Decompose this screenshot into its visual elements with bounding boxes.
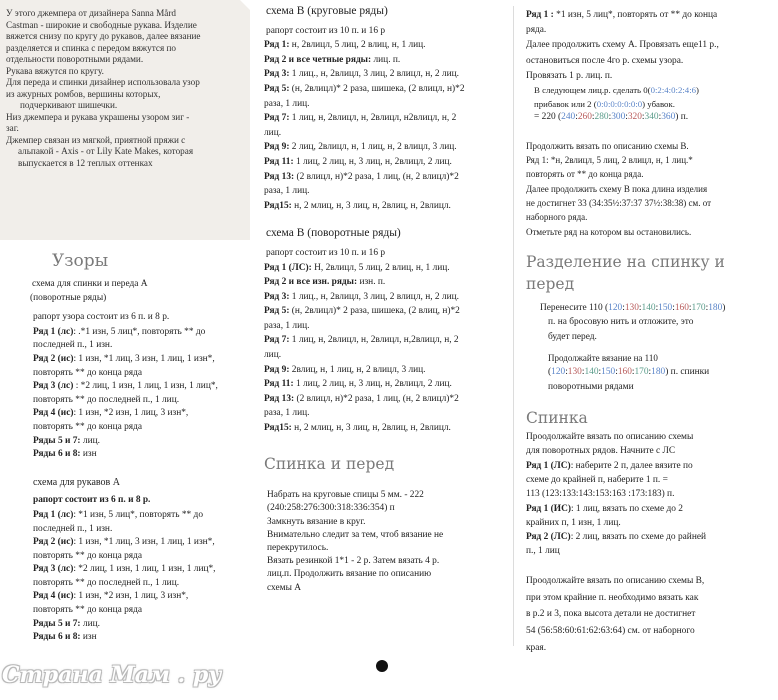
- intro-line: выпускается в 12 теплых оттенках: [18, 157, 153, 168]
- turn-title: схема В (поворотные ряды): [266, 227, 401, 240]
- pattern-row-label: Ряд 13:: [264, 393, 295, 404]
- pattern-row: [33, 523, 260, 537]
- pattern-row: [264, 348, 514, 363]
- size-value: 260: [577, 112, 592, 123]
- pattern-row-text: повторять ** до последней п., 1 лиц.: [33, 394, 180, 405]
- pattern-row-text: лиц.: [80, 435, 100, 446]
- divide-line: будет перед.: [548, 332, 597, 343]
- size-value: 140: [641, 302, 656, 313]
- pattern-row: [33, 326, 260, 340]
- instruction-line-text: : 1 лиц, вязать по схеме до 2: [570, 503, 683, 514]
- intro-line: альпакой - Axis - от Lily Kate Makes, которая: [18, 146, 194, 156]
- pattern-row: [264, 319, 514, 334]
- pattern-row: [264, 333, 514, 348]
- pattern-row: [33, 590, 260, 604]
- instruction-line: [526, 153, 776, 167]
- instruction-line: [526, 210, 776, 224]
- pattern-row: [33, 339, 260, 353]
- heading-patterns: Узоры: [52, 251, 109, 271]
- pattern-row-label: Ряд 2 (ис): [33, 537, 74, 548]
- intro-line: Низ джемпера и рукава украшены узором зиг -: [6, 111, 190, 122]
- pattern-row: [33, 394, 260, 408]
- increase-values: 0:2:4:0:2:4:6: [650, 85, 697, 96]
- size-value: 140: [584, 367, 599, 378]
- scheme-a-title: схема для спинки и переда A: [32, 279, 148, 289]
- instruction-line-label: Ряд 1 :: [526, 10, 554, 20]
- size-value: 160: [617, 367, 632, 378]
- pattern-row: [264, 421, 514, 436]
- size-value: 180: [651, 367, 666, 378]
- pattern-row-label: Ряд 1 (лс): [33, 509, 74, 520]
- pattern-row-text: повторять ** до конца ряда: [33, 421, 143, 432]
- pattern-row-label: Ряды 5 и 7:: [33, 618, 81, 629]
- size-value: 320: [627, 112, 642, 123]
- pattern-row: [264, 53, 514, 68]
- pattern-row-text: 2 лиц, 2влицл, н, 1 лиц, н, 2 влицл, 3 лиц.: [289, 142, 457, 153]
- instruction-line: [526, 530, 776, 544]
- final-text: [526, 573, 776, 657]
- intro-line: подчеркивают шишечки.: [20, 100, 118, 110]
- pattern-row: [33, 509, 260, 523]
- pattern-row-text: : *2 лиц, 1 изн, 1 лиц, 1 изн, 1 лиц*,: [73, 381, 218, 392]
- turn-repeat: рапорт состоит из 10 п. и 16 р: [266, 247, 386, 258]
- pattern-row: [33, 550, 260, 564]
- pattern-row-text: лиц.: [264, 127, 282, 138]
- divide-line: п. на бросовую нить и отложите, это: [548, 317, 694, 328]
- instruction-line: Внимательно следит за тем, чтоб вязание не: [267, 529, 444, 540]
- scheme-a-subtitle: (поворотные ряды): [30, 292, 107, 303]
- pattern-row-text: : .*1 изн, 5 лиц*, повторять ** до: [73, 326, 206, 337]
- intro-line: Для переда и спинки дизайнер использовала узор: [6, 77, 200, 87]
- pattern-row-text: (2 влицл, н)*2 раза, 1 лиц, (н, 2 влицл)*2: [294, 171, 459, 182]
- instruction-line: (240:258:276:300:318:336:354) п: [267, 503, 395, 514]
- intro-line: разделяется и спинка с передом вяжутся по: [6, 42, 176, 53]
- instruction-line: лиц.п. Продолжить вязание по описанию: [267, 569, 432, 580]
- pattern-row: [33, 353, 260, 367]
- pattern-row-text: изн: [80, 632, 97, 643]
- instruction-line-label: Ряд 2 (ЛС): [526, 532, 571, 543]
- instruction-line-text: не достигнет 33 (34:35½:37:37 37½:38:38) см. от: [526, 197, 712, 208]
- instruction-line: [526, 196, 776, 210]
- pattern-row: [264, 97, 514, 112]
- instruction-line-text: : 2 лиц, вязать по схеме до райней: [570, 532, 707, 543]
- pattern-row-text: н, 2влицл, 5 лиц, 2 влиц, н, 1 лиц.: [289, 40, 426, 51]
- column-patterns: [30, 250, 260, 645]
- pattern-row: [33, 421, 260, 435]
- size-value: 300: [611, 112, 626, 123]
- pattern-row-label: Ряд 1 (ЛС):: [264, 262, 312, 273]
- pattern-row: [33, 577, 260, 591]
- pattern-row-text: раза, 1 лиц.: [264, 320, 310, 331]
- instruction-line-label: Ряд 1 (ЛС): [526, 460, 571, 471]
- intro-line: отдельности поворотными рядами.: [6, 54, 144, 64]
- instruction-line-text: схеме до крайней п, наберите 1 п. =: [526, 474, 668, 485]
- size-value: 130: [624, 302, 639, 313]
- back-text: [526, 430, 776, 559]
- pattern-row-text: раза, 1 лиц.: [264, 98, 310, 109]
- pattern-row-label: Ряд 3:: [264, 291, 290, 302]
- size-value: 240: [561, 112, 576, 123]
- instruction-line: Замкнуть вязание в круг.: [267, 516, 366, 527]
- decrease-values: 0:0:0:0:0:0:0: [596, 98, 643, 109]
- total-stitches: = 220 (240:260:280:300:320:340:360) п.: [534, 112, 689, 123]
- column-scheme-b: [264, 5, 514, 595]
- instruction-line-text: крайних п, 1 изн, 1 лиц.: [526, 517, 621, 528]
- instruction-line-text: Проодолжайте вязать по описанию схемы: [526, 432, 694, 443]
- instruction-line-text: *1 изн, 5 лиц*, повторять от ** до конца: [553, 10, 718, 20]
- instruction-line-text: Продолжить вязать по описанию схемы В.: [526, 140, 689, 151]
- pattern-row-label: Ряд 1:: [264, 40, 290, 51]
- instruction-line: [526, 459, 776, 473]
- pattern-row-text: изн: [80, 449, 97, 460]
- pattern-row-text: 1 лиц, н, 2влицл, н, 2влицл, н2влицл, н, 2: [289, 113, 457, 124]
- pattern-row: [264, 199, 514, 214]
- decrease-line: прибавок или 2 (0:0:0:0:0:0:0) убавок.: [534, 98, 675, 109]
- divide-line: поворотными рядами: [548, 381, 634, 392]
- circ-repeat: рапорт состоит из 10 п. и 16 р: [266, 25, 386, 36]
- pattern-row: [264, 67, 514, 82]
- intro-line: Рукава вяжутся по кругу.: [6, 65, 104, 76]
- pattern-row-label: Ряд 7:: [264, 113, 290, 124]
- heading-divide: Разделение на спинку и перед: [526, 252, 725, 293]
- instruction-line: [526, 487, 776, 501]
- divide-paragraph-1: Перенесите 110 (120:130:140:150:160:170:180): [540, 302, 726, 313]
- pattern-row-label: Ряд15:: [264, 200, 292, 211]
- size-value: 150: [658, 302, 673, 313]
- instruction-line-text: : наберите 2 п, далее вязите по: [570, 460, 693, 471]
- site-logo: Страна Мам . ру: [2, 662, 222, 688]
- pattern-row: [264, 170, 514, 185]
- instruction-line: [526, 516, 776, 530]
- pattern-row: [33, 367, 260, 381]
- intro-line: заг.: [6, 123, 19, 133]
- instruction-line: [526, 139, 776, 153]
- intro-line: У этого джемпера от дизайнера Sanna Mård: [6, 8, 177, 18]
- increase-line: В следующем лиц.р. сделать 0(0:2:4:0:2:4:6): [534, 85, 699, 96]
- pattern-row-label: Ряд 3 (лс): [33, 381, 74, 392]
- pattern-row-label: Ряд 7:: [264, 335, 290, 346]
- pattern-row-label: Ряд 3:: [264, 69, 290, 80]
- pattern-row-text: лиц.: [264, 350, 282, 361]
- intro-line: из ажурных ромбов, вершины которых,: [6, 88, 161, 99]
- pattern-row: [33, 435, 260, 449]
- pattern-row-label: Ряд15:: [264, 423, 292, 434]
- pattern-row-text: (2 влицл, н)*2 раза, 1 лиц, (н, 2 влицл)*2: [294, 393, 459, 404]
- size-value: 180: [708, 302, 723, 313]
- pattern-row-text: лиц.: [80, 618, 100, 629]
- instruction-line: схемы А: [267, 582, 301, 593]
- pattern-row-label: Ряд 13:: [264, 171, 295, 182]
- intro-folded-corner: [240, 0, 250, 10]
- pattern-row: [33, 631, 260, 645]
- pattern-row-text: 1 лиц, 2 лиц, н, 3 лиц, н, 2влицл, 2 лиц.: [293, 379, 452, 390]
- pattern-row-label: Ряд 5:: [264, 306, 290, 317]
- instruction-line: края.: [526, 642, 547, 653]
- continue-text: [526, 139, 776, 239]
- instruction-line: при этом крайние п. необходимо вязать как: [526, 592, 699, 603]
- instruction-line-text: Далее продолжить схему А. Провязать еще11 р.,: [526, 40, 719, 51]
- instruction-line-text: наборного ряда.: [526, 212, 588, 223]
- size-value: 150: [601, 367, 616, 378]
- sleeves-title: схема для рукавов A: [33, 476, 120, 488]
- intro-line: вяжется снизу по кругу до рукавов, далее вязание: [6, 31, 201, 41]
- circ-rows: [264, 38, 514, 213]
- pattern-row-label: Ряд 11:: [264, 379, 294, 390]
- divide-text: [540, 301, 776, 395]
- instruction-line: в р.2 и 3, пока высота детали не достигнет: [526, 609, 696, 620]
- pattern-row: [264, 38, 514, 53]
- bullet-dot: [376, 660, 388, 672]
- instruction-line-text: п., 1 лиц: [526, 546, 560, 557]
- instruction-line: 54 (56:58:60:61:62:63:64) см. от наборного: [526, 626, 695, 637]
- pattern-row: [264, 155, 514, 170]
- heading-back-front: Спинка и перед: [264, 454, 395, 473]
- pattern-row-text: повторять ** до конца ряда: [33, 605, 143, 616]
- pattern-row-text: повторять ** до последней п., 1 лиц.: [33, 577, 180, 588]
- pattern-row-text: изн. п.: [357, 277, 386, 288]
- instruction-line-text: Ряд 1: *н, 2влицл, 5 лиц, 2 влицл, н, 1 лиц.*: [526, 155, 693, 166]
- instruction-line: [526, 23, 776, 38]
- instruction-line: [526, 182, 776, 196]
- instruction-line: [526, 69, 776, 84]
- pattern-row-text: : *1 изн, 5 лиц*, повторять ** до: [73, 509, 204, 520]
- scheme-a-rows: [33, 326, 260, 462]
- pattern-row: [264, 126, 514, 141]
- pattern-row-text: 2влиц, н, 1 лиц, н, 2 влицл, 3 лиц.: [289, 364, 426, 375]
- instruction-line: [526, 473, 776, 487]
- pattern-row: [33, 536, 260, 550]
- column-divider: [513, 6, 514, 646]
- pattern-row-text: последней п., 1 изн.: [33, 340, 113, 351]
- pattern-row: [264, 406, 514, 421]
- pattern-row-label: Ряды 5 и 7:: [33, 435, 81, 446]
- pattern-row: [33, 407, 260, 421]
- instruction-line-text: Отметьте ряд на котором вы остановились.: [526, 226, 692, 237]
- divide-paragraph-2: (120:130:140:150:160:170:180) п. спинки: [548, 367, 710, 378]
- pattern-row: [264, 111, 514, 126]
- size-value: 170: [634, 367, 649, 378]
- divide-line: Продолжайте вязание на 110: [548, 352, 658, 363]
- instruction-line: Вязать резинкой 1*1 - 2 р. Затем вязать 4 р.: [267, 556, 440, 567]
- pattern-row: [33, 604, 260, 618]
- pattern-row-text: раза, 1 лиц.: [264, 186, 310, 197]
- pattern-row-text: н, 2 млиц, н, 3 лиц, н, 2влиц, н, 2влицл.: [291, 423, 451, 434]
- instruction-line-text: остановиться после 4го р. схемы узора.: [526, 55, 684, 66]
- pattern-row: [264, 140, 514, 155]
- pattern-row-text: : 1 изн, *2 изн, 1 лиц, 3 изн*,: [73, 591, 189, 602]
- size-value: 170: [691, 302, 706, 313]
- instruction-line: [526, 54, 776, 69]
- pattern-row-label: Ряд 5:: [264, 83, 290, 94]
- instruction-line: [526, 544, 776, 558]
- pattern-row-label: Ряд 3 (лс): [33, 564, 74, 575]
- instruction-line: [526, 167, 776, 181]
- pattern-row-text: (н, 2влицл)* 2 раза, шишека, (2 влицл, н)*2: [289, 83, 465, 94]
- pattern-row: [33, 448, 260, 462]
- intro-panel: [0, 0, 250, 240]
- instruction-line: [526, 444, 776, 458]
- pattern-row-text: Н, 2влицл, 5 лиц, 2 влиц, н, 1 лиц.: [311, 262, 450, 273]
- pattern-row: [264, 363, 514, 378]
- instruction-line: [526, 502, 776, 516]
- pattern-row: [264, 290, 514, 305]
- turn-rows: [264, 261, 514, 436]
- intro-line: Castman - широкие и свободные рукава. Изделие: [6, 19, 197, 30]
- pattern-row-text: раза, 1 лиц.: [264, 408, 310, 419]
- size-value: 160: [674, 302, 689, 313]
- pattern-row: [264, 82, 514, 97]
- sleeves-rows: [33, 509, 260, 645]
- pattern-row-label: Ряды 6 и 8:: [33, 632, 81, 643]
- pattern-row-text: : 1 изн, *2 изн, 1 лиц, 3 изн*,: [73, 408, 189, 419]
- pattern-row-label: Ряд 9:: [264, 364, 290, 375]
- pattern-row-text: 1 лиц, н, 2влицл, н, 2влицл, н,2влицл, н, 2: [289, 335, 459, 346]
- instruction-line: Проодолжайте вязать по описанию схемы В,: [526, 575, 705, 586]
- size-value: 280: [594, 112, 609, 123]
- instruction-line: [526, 225, 776, 239]
- pattern-row-label: Ряды 6 и 8:: [33, 449, 81, 460]
- instruction-line-text: ряда.: [526, 25, 547, 36]
- pattern-row-text: повторять ** до конца ряда: [33, 550, 143, 561]
- pattern-row: [33, 618, 260, 632]
- pattern-row: [33, 380, 260, 394]
- pattern-row-label: Ряд 4 (ис): [33, 591, 74, 602]
- column-assembly: [526, 8, 776, 657]
- pattern-row-text: 1 лиц, 2 лиц, н, 3 лиц, н, 2влицл, 2 лиц.: [293, 156, 452, 167]
- pattern-row-label: Ряд 11:: [264, 156, 294, 167]
- instruction-line: [526, 38, 776, 53]
- instruction-line: Набрать на круговые спицы 5 мм. - 222: [267, 490, 424, 501]
- instruction-line-text: для поворотных рядов. Начните с ЛС: [526, 446, 676, 457]
- pattern-row-label: Ряд 4 (ис): [33, 408, 74, 419]
- size-value: 360: [661, 112, 676, 123]
- pattern-row-label: Ряд 9:: [264, 142, 290, 153]
- instruction-line-text: 113 (123:133:143:153:163 :173:183) п.: [526, 489, 675, 500]
- size-value: 130: [567, 367, 582, 378]
- instruction-line: [526, 430, 776, 444]
- instruction-line: [526, 8, 776, 23]
- pattern-row-text: 1 лиц., н, 2влицл, 3 лиц, 2 влицл, н, 2 лиц.: [289, 291, 459, 302]
- pattern-row-text: повторять ** до конца ряда: [33, 367, 143, 378]
- scheme-a-repeat: рапорт узора состоит из 6 п. и 8 р.: [33, 312, 170, 323]
- pattern-row: [264, 392, 514, 407]
- pattern-row-text: (н, 2влицл)* 2 раза, шишека, (2 влиц, н)*2: [289, 306, 460, 317]
- pattern-row-label: Ряд 2 (ис): [33, 353, 74, 364]
- pattern-row: [264, 377, 514, 392]
- pattern-row-text: : 1 изн, *1 лиц, 3 изн, 1 лиц, 1 изн*,: [73, 353, 215, 364]
- pattern-row-label: Ряд 2 и все четные ряды:: [264, 54, 372, 65]
- pattern-row-label: Ряд 2 и все изн. ряды:: [264, 277, 358, 288]
- pattern-row-text: : *2 лиц, 1 изн, 1 лиц, 1 изн, 1 лиц*,: [73, 564, 216, 575]
- back-front-text: [267, 489, 514, 595]
- pattern-row-text: 1 лиц., н, 2влицл, 3 лиц, 2 влицл, н, 2 лиц.: [289, 69, 459, 80]
- pattern-row: [264, 184, 514, 199]
- sleeves-repeat: рапорт состоит из 6 п. и 8 р.: [33, 495, 151, 506]
- instruction-line-text: Провязать 1 р. лиц. п.: [526, 70, 613, 81]
- instruction-line-label: Ряд 1 (ИС): [526, 503, 571, 514]
- pattern-row-label: Ряд 1 (лс): [33, 326, 74, 337]
- top-text: [526, 8, 776, 84]
- pattern-row: [264, 275, 514, 290]
- heading-back: Спинка: [526, 409, 588, 428]
- instruction-line-text: повторять от ** до конца ряда.: [526, 169, 644, 180]
- size-value: 340: [644, 112, 659, 123]
- pattern-row: [33, 563, 260, 577]
- size-value: 120: [608, 302, 623, 313]
- pattern-row-text: последней п., 1 изн.: [33, 523, 113, 534]
- size-value: 120: [551, 367, 566, 378]
- instruction-line-text: Далее продолжить схему В пока длина изделия: [526, 183, 708, 194]
- instruction-line: перекрутилось.: [267, 543, 329, 554]
- pattern-row: [264, 261, 514, 276]
- intro-line: Джемпер связан из мягкой, приятной пряжи с: [6, 134, 186, 145]
- pattern-row-text: н, 2 млиц, н, 3 лиц, н, 2влиц, н, 2влицл.: [291, 200, 451, 211]
- pattern-row: [264, 304, 514, 319]
- pattern-row-text: : 1 изн, *1 лиц, 3 изн, 1 лиц, 1 изн*,: [73, 537, 215, 548]
- pattern-row-text: лиц. п.: [371, 54, 401, 65]
- circ-title: схема В (круговые ряды): [266, 5, 388, 17]
